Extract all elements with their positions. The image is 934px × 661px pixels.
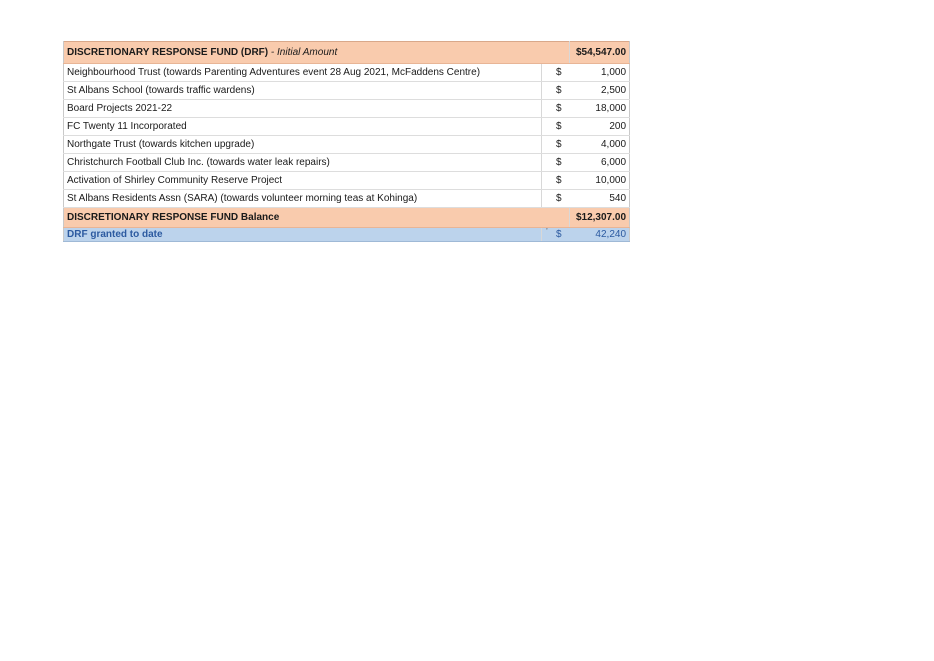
balance-label-cell[interactable]: DISCRETIONARY RESPONSE FUND Balance [64,208,570,228]
granted-label-cell[interactable]: DRF granted to date [64,228,542,242]
fund-subtitle: - Initial Amount [270,46,338,58]
currency-cell[interactable]: $ [542,82,570,100]
amount-cell[interactable]: 10,000 [570,172,630,190]
balance-amount-cell[interactable]: $12,307.00 [570,208,630,228]
header-row [64,42,630,64]
table-row [64,154,630,172]
description-cell[interactable]: FC Twenty 11 Incorporated [64,118,542,136]
currency-cell[interactable]: $ [542,136,570,154]
description-cell[interactable]: St Albans School (towards traffic wardens) [64,82,542,100]
table-row [64,136,630,154]
initial-amount-cell[interactable]: $54,547.00 [570,42,630,64]
amount-cell[interactable]: 2,500 [570,82,630,100]
currency-cell[interactable]: $ [542,154,570,172]
currency-cell[interactable]: $ [542,64,570,82]
granted-amount-cell[interactable]: 42,240 [570,228,630,242]
currency-cell[interactable]: $ [542,190,570,208]
balance-row [64,208,630,228]
amount-cell[interactable]: 540 [570,190,630,208]
amount-cell[interactable]: 1,000 [570,64,630,82]
description-cell[interactable]: Northgate Trust (towards kitchen upgrade) [64,136,542,154]
granted-currency: $ [556,228,562,240]
currency-cell[interactable]: $ [542,100,570,118]
error-indicator-icon: ’ [546,227,548,236]
description-cell[interactable]: Activation of Shirley Community Reserve Project [64,172,542,190]
description-cell[interactable]: Christchurch Football Club Inc. (towards water leak repairs) [64,154,542,172]
table-row [64,100,630,118]
description-cell[interactable]: Neighbourhood Trust (towards Parenting Adventures event 28 Aug 2021, McFaddens Centre) [64,64,542,82]
amount-cell[interactable]: 18,000 [570,100,630,118]
amount-cell[interactable]: 6,000 [570,154,630,172]
currency-cell[interactable]: $ [542,118,570,136]
table-row [64,172,630,190]
granted-currency-cell[interactable] [542,228,570,242]
description-cell[interactable]: Board Projects 2021-22 [64,100,542,118]
table-row [64,82,630,100]
fund-title: DISCRETIONARY RESPONSE FUND (DRF) [67,46,269,58]
header-title-cell[interactable] [64,42,570,64]
description-cell[interactable]: St Albans Residents Assn (SARA) (towards volunteer morning teas at Kohinga) [64,190,542,208]
table-row [64,118,630,136]
amount-cell[interactable]: 200 [570,118,630,136]
table-row [64,190,630,208]
table-row [64,64,630,82]
granted-row [64,228,630,242]
amount-cell[interactable]: 4,000 [570,136,630,154]
drf-table [63,41,630,242]
currency-cell[interactable]: $ [542,172,570,190]
